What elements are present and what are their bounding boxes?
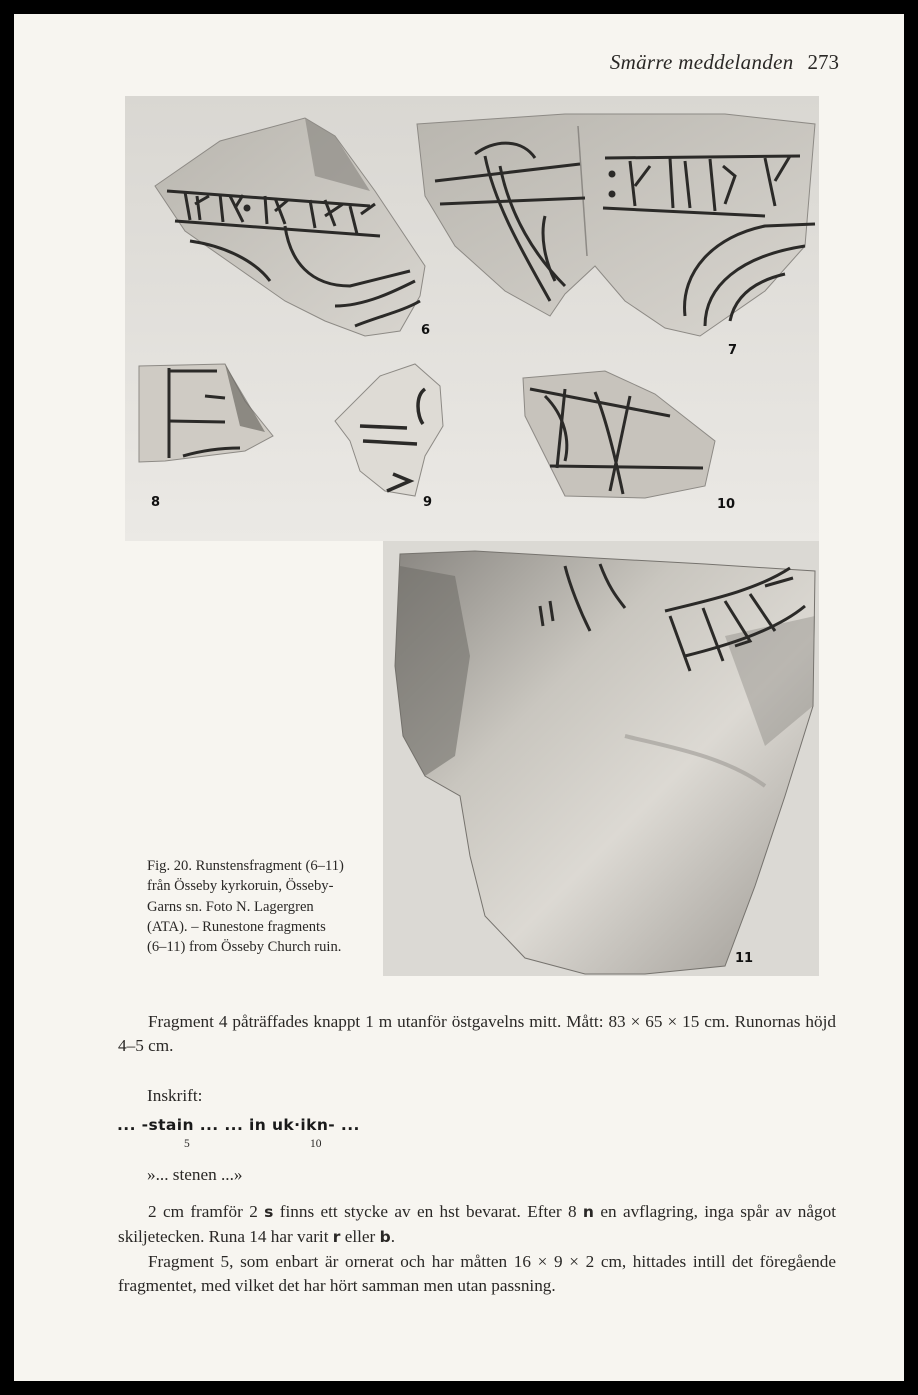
rune-letter: b (379, 1227, 391, 1246)
caption-line: från Össeby kyrkoruin, Össeby- (147, 878, 334, 895)
paragraph-text: Fragment 5, som enbart är ornerat och har måtten 16 × 9 × 2 cm, hittades intill det föregående fragmentet, med vilket det har hört samman men utan passning. (118, 1252, 836, 1295)
paragraph-text (118, 1200, 836, 1249)
fragment-label-9: 9 (423, 495, 433, 510)
rune-index-5: 5 (184, 1138, 190, 1150)
fragment-label-7: 7 (728, 343, 738, 358)
text-run: . (390, 1226, 395, 1246)
inscription-translation: »... stenen ...» (147, 1165, 243, 1184)
fragments-photo (125, 96, 819, 976)
text-run: finns ett stycke av en hst bevarat. Efter 8 (273, 1202, 583, 1221)
figure-caption (147, 856, 387, 957)
fragment-label-11: 11 (735, 951, 754, 966)
text-run: 2 cm framför 2 (148, 1202, 265, 1221)
figure-plate (125, 96, 819, 976)
fragment-label-8: 8 (151, 495, 161, 510)
caption-line: Fig. 20. Runstensfragment (6–11) (147, 858, 344, 874)
paragraph-text: Fragment 4 påträffades knappt 1 m utanför östgavelns mitt. Mått: 83 × 65 × 15 cm. Runornas höjd 4–5 cm. (118, 1012, 836, 1055)
text-run: eller (340, 1226, 380, 1246)
runic-transliteration: ... -stain ... ... in uk·ikn- ... (117, 1116, 360, 1134)
page (14, 14, 904, 1381)
paragraph-fragment-5 (118, 1250, 836, 1297)
paragraph-fragment-4 (118, 1010, 836, 1057)
caption-line: (ATA). – Runestone fragments (147, 918, 326, 935)
caption-line: (6–11) from Össeby Church ruin. (147, 939, 342, 956)
rune-letter: s (264, 1203, 274, 1221)
rune-letter: n (582, 1203, 594, 1221)
rune-index-10: 10 (310, 1138, 322, 1150)
fragment-label-6: 6 (421, 323, 431, 338)
rune-letter: r (332, 1227, 341, 1246)
paragraph-notes (118, 1200, 836, 1249)
running-title: Smärre meddelanden (609, 50, 794, 74)
inskrift-label: Inskrift: (147, 1086, 203, 1105)
text-run: en avflagring, inga spår av något skiljetecken. Runa 14 har varit (118, 1202, 836, 1246)
caption-line: Garns sn. Foto N. Lagergren (147, 898, 314, 915)
fragment-label-10: 10 (717, 497, 736, 512)
running-head (610, 50, 839, 75)
page-number: 273 (807, 50, 839, 74)
